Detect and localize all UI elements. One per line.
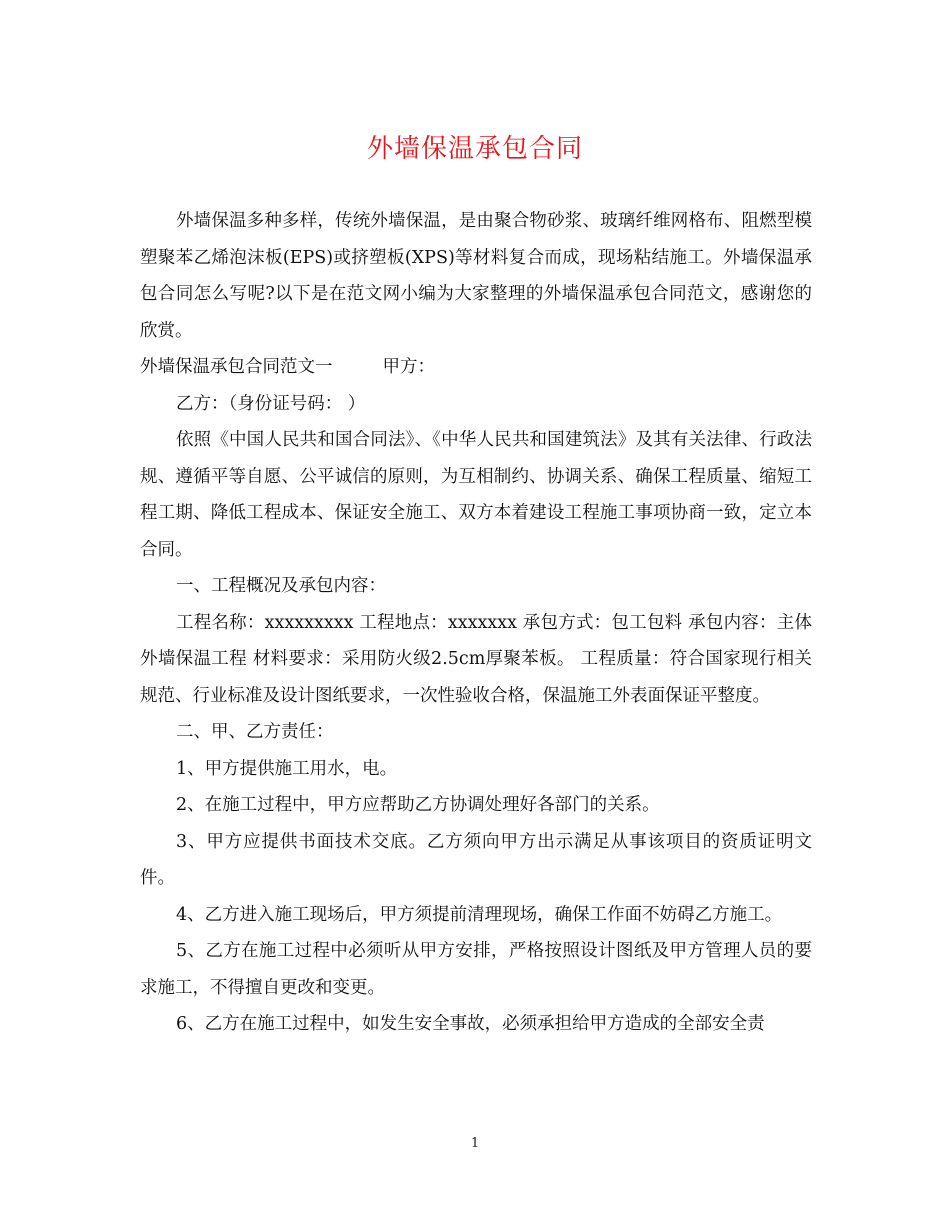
list-item: 3、甲方应提供书面技术交底。乙方须向甲方出示满足从事该项目的资质证明文件。: [140, 831, 812, 888]
intro-paragraph: 外墙保温多种多样，传统外墙保温，是由聚合物砂浆、玻璃纤维网格布、阻燃型模塑聚苯乙烯泡沫板(EPS)或挤塑板(XPS)等材料复合而成，现场粘结施工。外墙保温承包合同怎么写呢?以下是在范文网小编为大家整理的外墙保温承包合同范文，感谢您的欣赏。: [140, 211, 812, 341]
document-title: 外墙保温承包合同: [366, 134, 583, 164]
party-a-line: 甲方：: [382, 357, 435, 377]
page-number: 1: [470, 1136, 480, 1151]
list-item: 5、乙方在施工过程中必须听从甲方安排，严格按照设计图纸及甲方管理人员的要求施工，不得擅自更改和变更。: [140, 941, 812, 998]
sample-heading: 外墙保温承包合同范文一: [140, 357, 333, 377]
section-1-heading: 一、工程概况及承包内容：: [176, 576, 386, 596]
list-item: 2、在施工过程中，甲方应帮助乙方协调处理好各部门的关系。: [176, 795, 660, 815]
list-item: 6、乙方在施工过程中，如发生安全事故，必须承担给甲方造成的全部安全责: [176, 1014, 765, 1034]
section-1-body: 工程名称：xxxxxxxxx 工程地点：xxxxxxx 承包方式：包工包料 承包内容：主体外墙保温工程 材料要求：采用防火级2.5cm厚聚苯板。 工程质量：符合国家现行相关规范、行业标准及设计图纸要求，一次性验收合格，保温施工外表面保证平整度。: [140, 612, 812, 706]
sample-heading-line: [140, 349, 812, 386]
list-item: 4、乙方进入施工现场后，甲方须提前清理现场，确保工作面不妨碍乙方施工。: [176, 904, 783, 925]
list-item: 1、甲方提供施工用水，电。: [176, 758, 398, 779]
document-body: [140, 203, 812, 1043]
preamble-paragraph: 依照《中国人民共和国合同法》、《中华人民共和国建筑法》及其有关法律、行政法规、遵循平等自愿、公平诚信的原则，为互相制约、协调关系、确保工程质量、缩短工程工期、降低工程成本、保证安全施工、双方本着建设工程施工事项协商一致，定立本合同。: [140, 430, 812, 560]
section-2-heading: 二、甲、乙方责任：: [176, 722, 334, 742]
party-b-line: 乙方：（身份证号码： ）: [176, 393, 366, 414]
